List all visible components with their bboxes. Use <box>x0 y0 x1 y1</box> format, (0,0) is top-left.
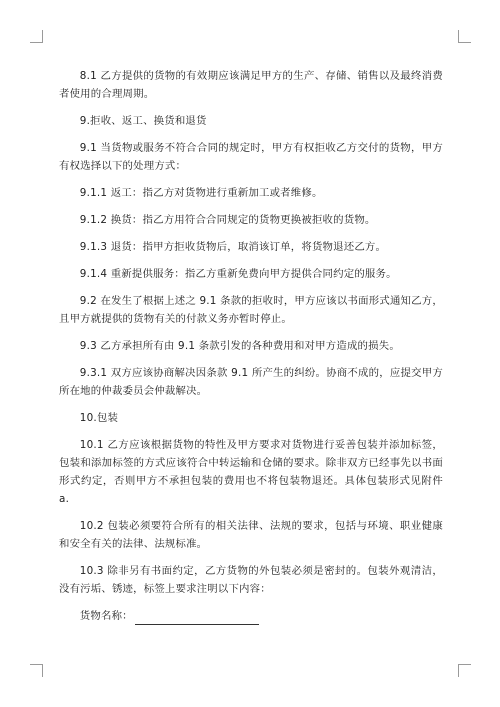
document-body <box>59 67 443 634</box>
paragraph-9-1-3: 9.1.3 退货：指甲方拒收货物后，取消该订单，将货物退还乙方。 <box>79 241 387 253</box>
crop-mark-bottom-right <box>458 664 471 677</box>
paragraph-9-1-2: 9.1.2 换货：指乙方用符合合同规定的货物更换被拒收的货物。 <box>79 214 376 226</box>
paragraph-9-3-1: 9.3.1 双方应该协商解决因条款 9.1 所产生的纠纷。协商不成的，应提交甲方所在地的仲裁委员会仲裁解决。 <box>59 367 443 397</box>
paragraph-9-1: 9.1 当货物或服务不符合合同的规定时，甲方有权拒收乙方交付的货物，甲方有权选择以下的处理方式： <box>59 142 443 172</box>
section-heading-10: 10.包装 <box>79 412 119 424</box>
paragraph-9-3: 9.3 乙方承担所有由 9.1 条款引发的各种费用和对甲方造成的损失。 <box>79 340 400 352</box>
crop-mark-top-right <box>458 30 471 43</box>
goods-name-label: 货物名称： <box>79 610 133 622</box>
paragraph-9-1-1: 9.1.1 返工：指乙方对货物进行重新加工或者维修。 <box>79 187 323 199</box>
paragraph-9-1-4: 9.1.4 重新提供服务：指乙方重新免费向甲方提供合同约定的服务。 <box>79 268 397 280</box>
paragraph-9-2: 9.2 在发生了根据上述之 9.1 条款的拒收时，甲方应该以书面形式通知乙方，且甲方就提供的货物有关的付款义务亦暂时停止。 <box>59 295 443 325</box>
goods-name-blank[interactable] <box>135 612 259 625</box>
section-heading-9: 9.拒收、返工、换货和退货 <box>79 115 207 127</box>
paragraph-10-1: 10.1 乙方应该根据货物的特性及甲方要求对货物进行妥善包装并添加标签，包装和添加标签的方式应该符合中转运输和仓储的要求。除非双方已经事先以书面形式约定，否则甲方不承担包装的费用也不将包装物退还。具体包装形式见附件 a. <box>59 439 443 505</box>
goods-name-field <box>59 607 443 625</box>
paragraph-8-1: 8.1 乙方提供的货物的有效期应该满足甲方的生产、存储、销售以及最终消费者使用的合理周期。 <box>59 70 443 100</box>
crop-mark-bottom-left <box>30 664 43 677</box>
paragraph-10-3: 10.3 除非另有书面约定，乙方货物的外包装必须是密封的。包装外观清洁，没有污垢、锈迹，标签上要求注明以下内容： <box>59 565 443 595</box>
crop-mark-top-left <box>30 30 43 43</box>
paragraph-10-2: 10.2 包装必须要符合所有的相关法律、法规的要求，包括与环境、职业健康和安全有关的法律、法规标准。 <box>59 520 443 550</box>
